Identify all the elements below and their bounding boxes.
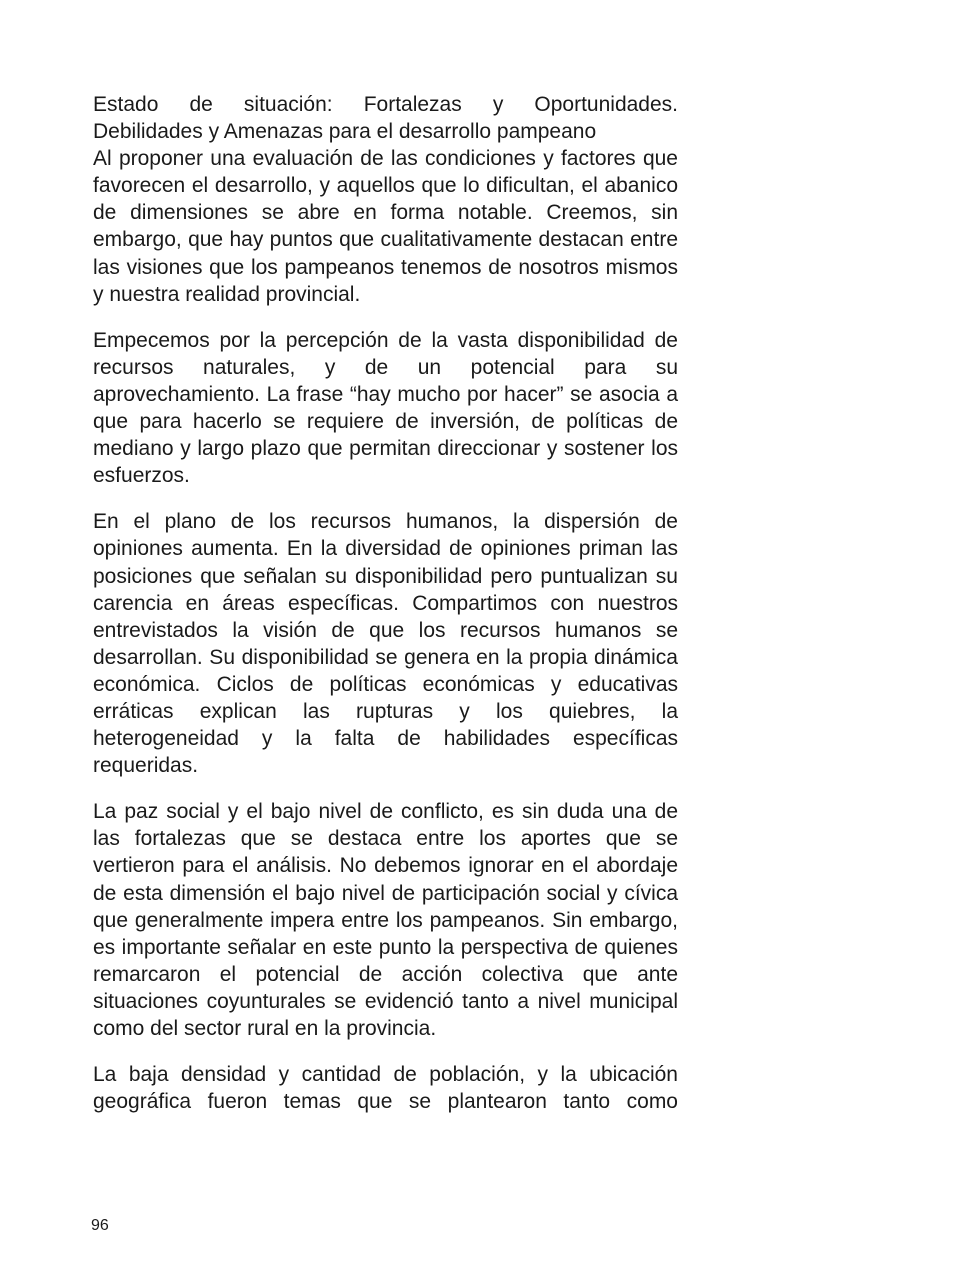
- page-number: 96: [91, 1217, 109, 1234]
- paragraph-5: La baja densidad y cantidad de población, y la ubicación geográfica fueron temas que se plantearon tanto como: [93, 1063, 678, 1114]
- paragraph-3: En el plano de los recursos humanos, la dispersión de opiniones aumenta. En la diversidad de opiniones priman las posiciones que señalan su disponibilidad pero puntualizan su carencia en áreas específicas. Compartimos con nuestros entrevistados la visión de que los recursos humanos se desarrollan. Su disponibilidad se genera en la propia dinámica económica. Ciclos de políticas económicas y educativas erráticas explican las rupturas y los quiebres, la heterogeneidad y la falta de habilidades específicas requeridas.: [93, 510, 678, 778]
- section-heading-line-2: Debilidades y Amenazas para el desarrollo pampeano: [93, 120, 597, 144]
- page-body: [93, 91, 678, 1134]
- paragraph-1: Al proponer una evaluación de las condiciones y factores que favorecen el desarrollo, y aquellos que lo dificultan, el abanico de dimensiones se abre en forma notable. Creemos, sin embargo, que hay puntos que cualitativamente destacan entre las visiones que los pampeanos tenemos de nosotros mismos y nuestra realidad provincial.: [93, 147, 678, 306]
- paragraph-4: La paz social y el bajo nivel de conflicto, es sin duda una de las fortalezas que se destaca entre los aportes que se vertieron para el análisis. No debemos ignorar en el abordaje de esta dimensión el bajo nivel de participación social y cívica que generalmente impera entre los pampeanos. Sin embargo, es importante señalar en este punto la perspectiva de quienes remarcaron el potencial de acción colectiva que ante situaciones coyunturales se evidenció tanto a nivel municipal como del sector rural en la provincia.: [93, 800, 678, 1040]
- paragraph-2: Empecemos por la percepción de la vasta disponibilidad de recursos naturales, y de un potencial para su aprovechamiento. La frase “hay mucho por hacer” se asocia a que para hacerlo se requiere de inversión, de políticas de mediano y largo plazo que permitan direccionar y sostener los esfuerzos.: [93, 328, 678, 488]
- section-heading-line-1: Estado de situación: Fortalezas y Oportunidades.: [93, 93, 678, 116]
